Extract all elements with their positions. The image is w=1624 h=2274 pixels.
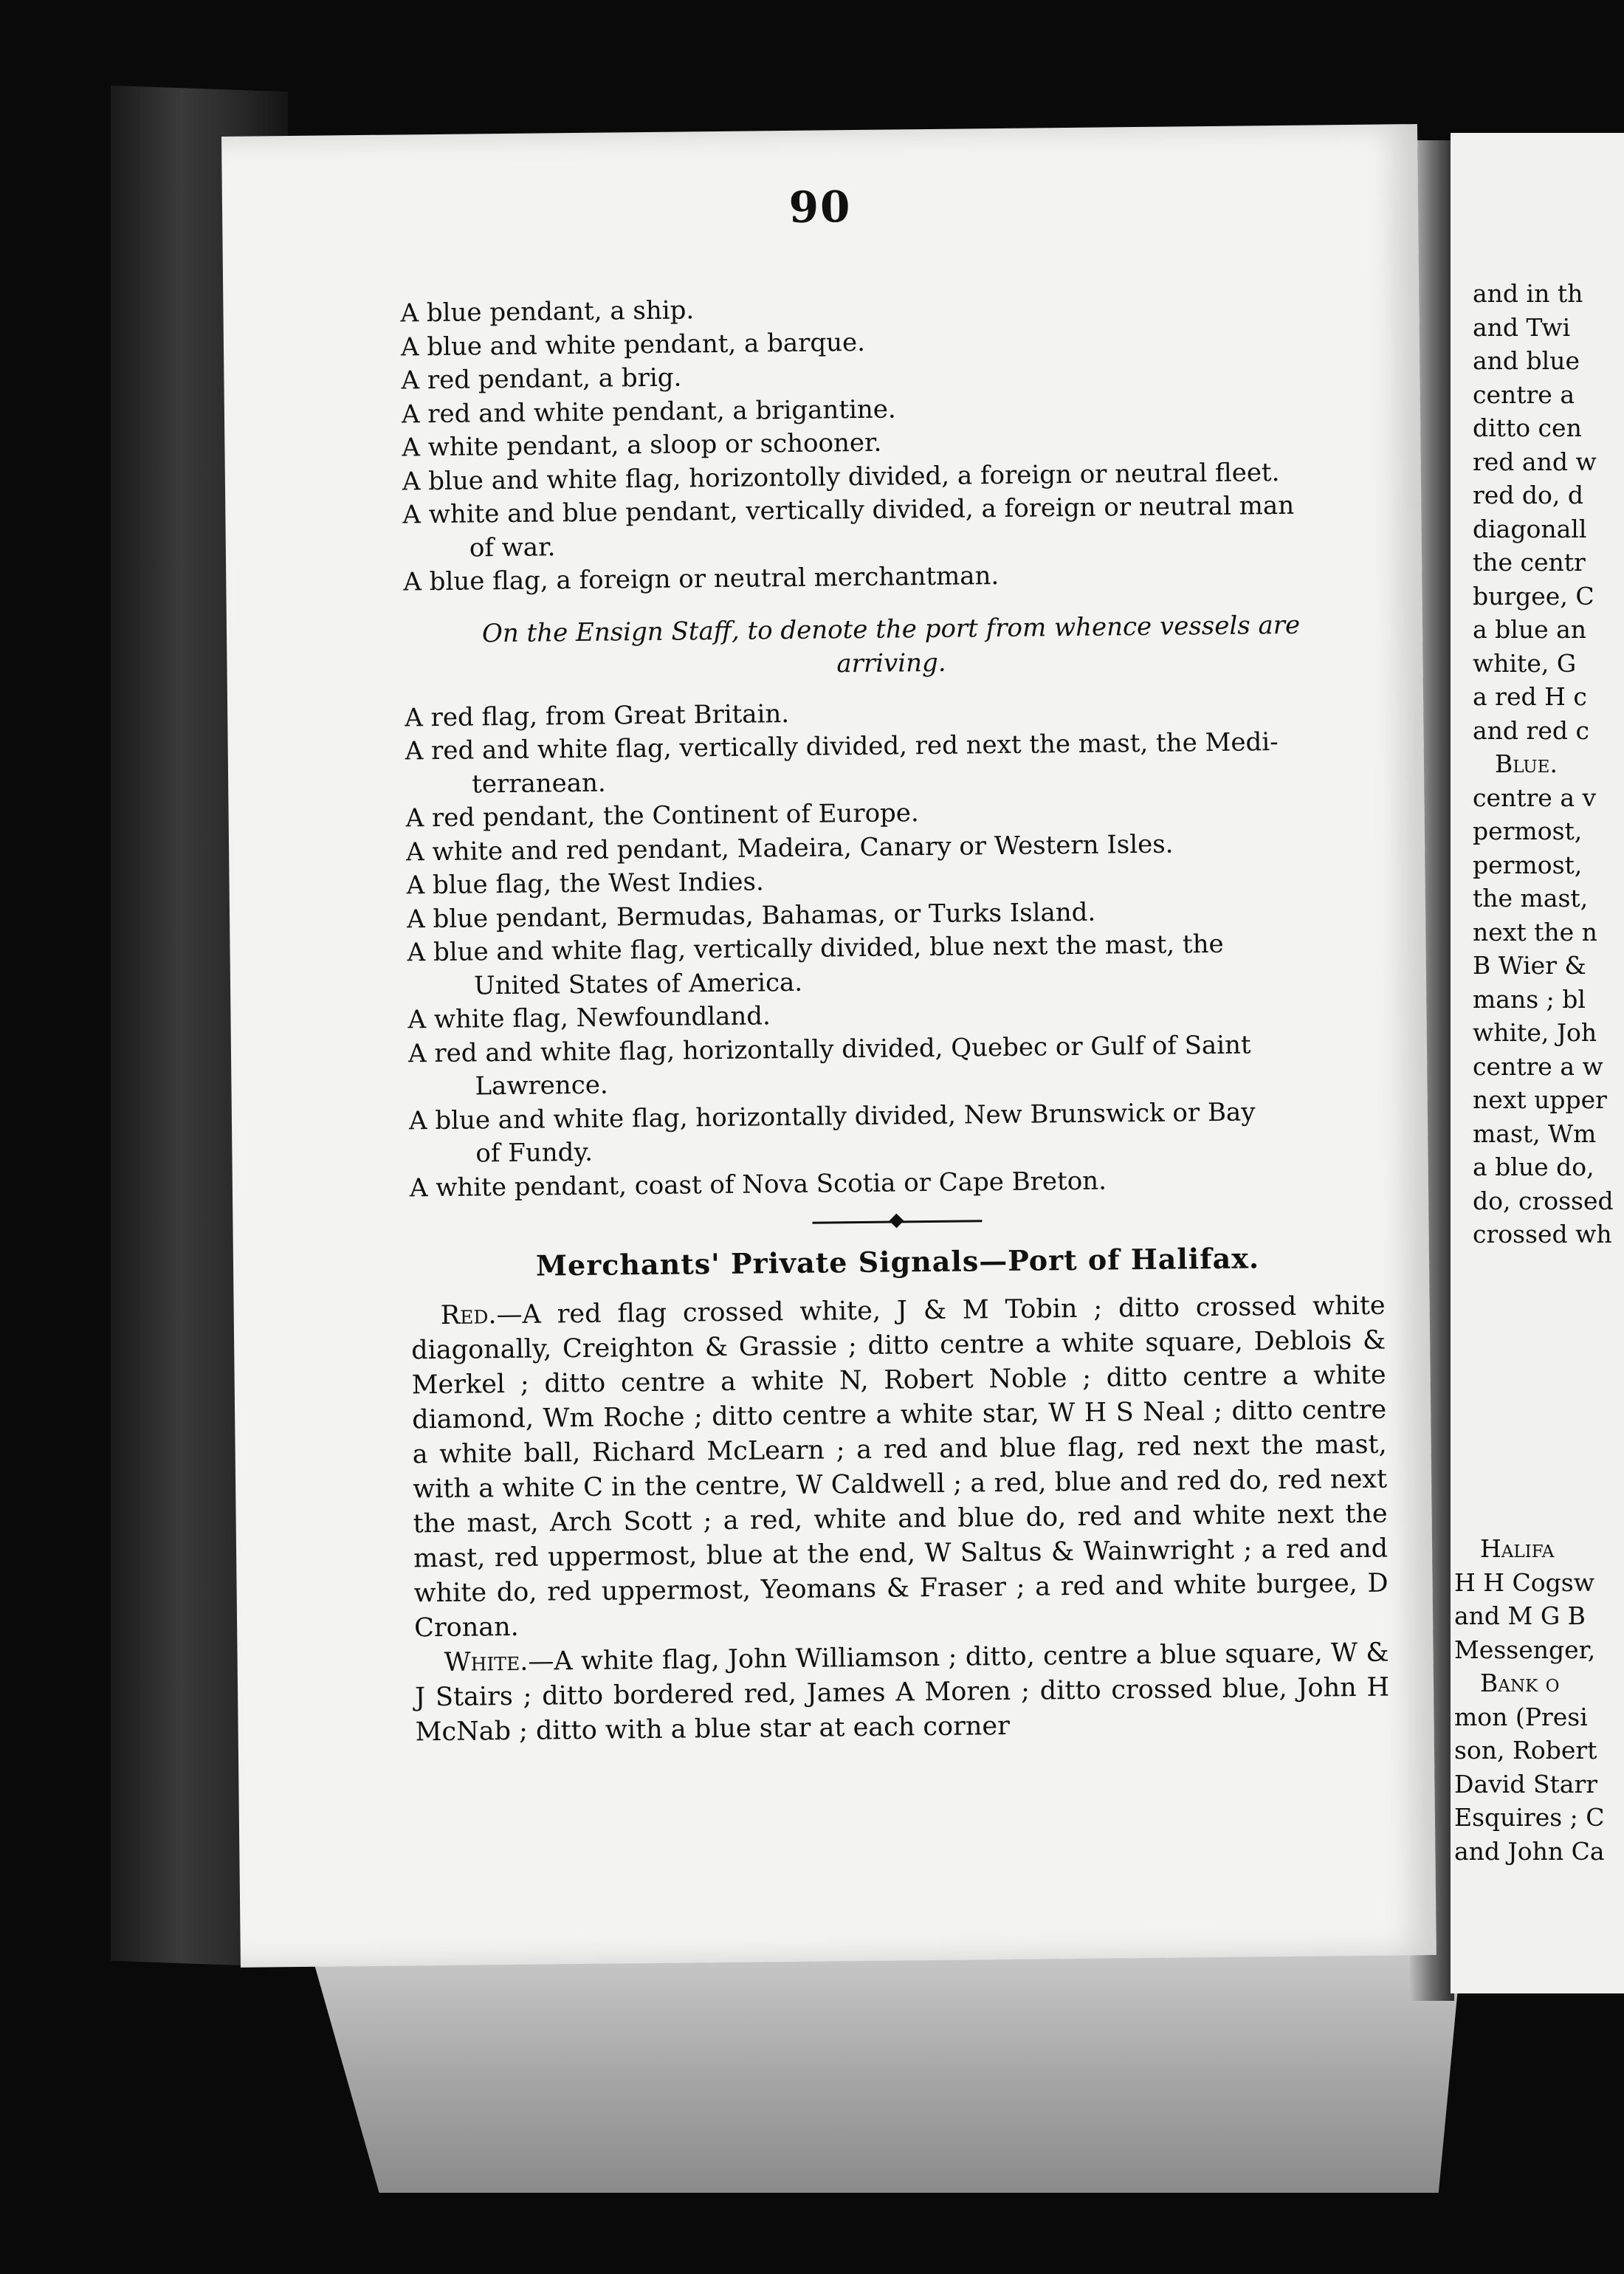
- text-line: a red H c: [1473, 682, 1587, 711]
- text-line: red do, d: [1473, 481, 1584, 509]
- ensign-heading: [404, 607, 1379, 685]
- text-line: and red c: [1473, 715, 1589, 745]
- red-signals-text: —A red flag crossed white, J & M Tobin ; ditto crossed white diagonally, Creighton & Grassie ; ditto centre a white square, Deblois & Merkel ; ditto centre a white N, Robert Noble ; ditto centre a white diamond, Wm Roche ; ditto centre a white star, W H S Neal ; ditto centre a white ball, Richard McLearn ; a red and blue flag, red next the mast, with a white C in the centre, W Caldwell ; a red, blue and red do, red next the mast, Arch Scott ; a red, white and blue do, red and white next the mast, red uppermost, blue at the end, W Saltus & Wainwright ; a red and white do, red uppermost, Yeomans & Fraser ; a red and white burgee, D Cronan.: [411, 1291, 1389, 1643]
- text-line: Messenger,: [1454, 1635, 1596, 1664]
- list-item: A white and red pendant, Madeira, Canary or Western Isles.: [405, 829, 1174, 867]
- list-item-continuation: of Fundy.: [475, 1137, 593, 1169]
- red-signals-paragraph: [410, 1288, 1389, 1646]
- text-line: centre a w: [1473, 1051, 1603, 1081]
- page-text: [400, 287, 1390, 1750]
- text-line: ditto cen: [1473, 413, 1582, 442]
- list-item: A red and white flag, vertically divided, red next the mast, the Medi-: [405, 727, 1279, 766]
- white-signals-paragraph: [414, 1635, 1389, 1750]
- list-item: A blue flag, a foreign or neutral merchantman.: [403, 561, 999, 597]
- list-item: A white pendant, coast of Nova Scotia or Cape Breton.: [409, 1166, 1107, 1203]
- text-line: Bank o: [1480, 1669, 1560, 1697]
- list-item: A white pendant, a sloop or schooner.: [402, 427, 882, 463]
- list-item: A blue and white pendant, a barque.: [400, 327, 866, 362]
- page-stack: [310, 1949, 1462, 2193]
- list-item-continuation: terranean.: [471, 768, 606, 799]
- text-line: white, Joh: [1473, 1018, 1597, 1047]
- white-signals-text: —A white flag, John Williamson ; ditto, centre a blue square, W & J Stairs ; ditto bordered red, James A Moren ; ditto crossed blue, John H McNab ; ditto with a blue star at each corner: [414, 1638, 1390, 1747]
- text-line: crossed wh: [1473, 1220, 1612, 1248]
- left-page: [221, 124, 1437, 1968]
- text-line: Halifa: [1480, 1534, 1555, 1563]
- vessel-type-list: [400, 287, 1377, 600]
- text-line: mon (Presi: [1454, 1702, 1588, 1731]
- text-line: David Starr: [1454, 1769, 1598, 1799]
- list-item-continuation: Lawrence.: [475, 1070, 608, 1102]
- list-item-continuation: of war.: [469, 532, 556, 563]
- page-number: 90: [788, 182, 852, 233]
- text-line: red and w: [1473, 447, 1597, 476]
- right-page-text-upper: [1473, 277, 1614, 1251]
- white-label: White.: [444, 1646, 529, 1677]
- list-item: A red and white flag, horizontally divided, Quebec or Gulf of Saint: [407, 1029, 1251, 1068]
- list-item: A white and blue pendant, vertically divided, a foreign or neutral man: [402, 490, 1295, 530]
- text-line: and Twi: [1473, 312, 1571, 342]
- right-page: [1451, 133, 1624, 1993]
- text-line: mast, Wm: [1473, 1119, 1597, 1148]
- text-line: permost,: [1473, 817, 1583, 845]
- text-line: the centr: [1473, 548, 1586, 577]
- section-title: Merchants' Private Signals—Port of Halifax.: [535, 1241, 1260, 1282]
- list-item: A blue and white flag, horizontally divided, New Brunswick or Bay: [408, 1096, 1256, 1136]
- list-item: A blue and white flag, horizontolly divided, a foreign or neutral fleet.: [402, 457, 1280, 496]
- list-item: A red pendant, a brig.: [401, 363, 682, 396]
- text-line: a blue an: [1473, 615, 1587, 644]
- list-item: A white flag, Newfoundland.: [407, 1001, 771, 1035]
- ensign-heading-line: arriving.: [836, 647, 946, 679]
- text-line: Esquires ; C: [1454, 1803, 1605, 1832]
- port-list: [405, 691, 1384, 1205]
- text-line: the mast,: [1473, 884, 1589, 913]
- list-item: A red pendant, the Continent of Europe.: [405, 798, 919, 834]
- text-line: B Wier &: [1473, 951, 1586, 980]
- text-line: and blue: [1473, 346, 1580, 375]
- ornamental-rule: [812, 1220, 982, 1223]
- text-line: and in th: [1473, 279, 1583, 308]
- red-label: Red.: [440, 1299, 497, 1330]
- text-line: and John Ca: [1454, 1836, 1605, 1866]
- text-line: Blue.: [1495, 749, 1558, 778]
- text-line: next the n: [1473, 917, 1597, 947]
- text-line: permost,: [1473, 850, 1583, 879]
- text-line: next upper: [1473, 1085, 1607, 1114]
- text-line: white, G: [1473, 648, 1577, 678]
- text-line: burgee, C: [1473, 581, 1594, 611]
- text-line: centre a v: [1473, 783, 1597, 812]
- list-item: A blue pendant, a ship.: [400, 295, 695, 329]
- text-line: son, Robert: [1454, 1736, 1597, 1765]
- text-line: a blue do,: [1473, 1153, 1594, 1181]
- list-item: A blue flag, the West Indies.: [406, 867, 765, 901]
- right-page-text-lower: [1454, 1532, 1605, 1868]
- list-item-continuation: United States of America.: [473, 967, 803, 1000]
- text-line: centre a: [1473, 379, 1575, 409]
- text-line: and M G B: [1454, 1601, 1586, 1630]
- text-line: do, crossed: [1473, 1186, 1614, 1215]
- list-item: A red and white pendant, a brigantine.: [401, 394, 896, 429]
- text-line: mans ; bl: [1473, 984, 1586, 1014]
- text-line: H H Cogsw: [1454, 1567, 1594, 1597]
- list-item: A blue pendant, Bermudas, Bahamas, or Turks Island.: [406, 897, 1096, 934]
- list-item: A blue and white flag, vertically divided, blue next the mast, the: [407, 929, 1224, 968]
- list-item: A red flag, from Great Britain.: [405, 698, 790, 732]
- text-line: diagonall: [1473, 514, 1587, 543]
- ensign-heading-line: On the Ensign Staff, to denote the port from whence vessels are: [481, 610, 1301, 648]
